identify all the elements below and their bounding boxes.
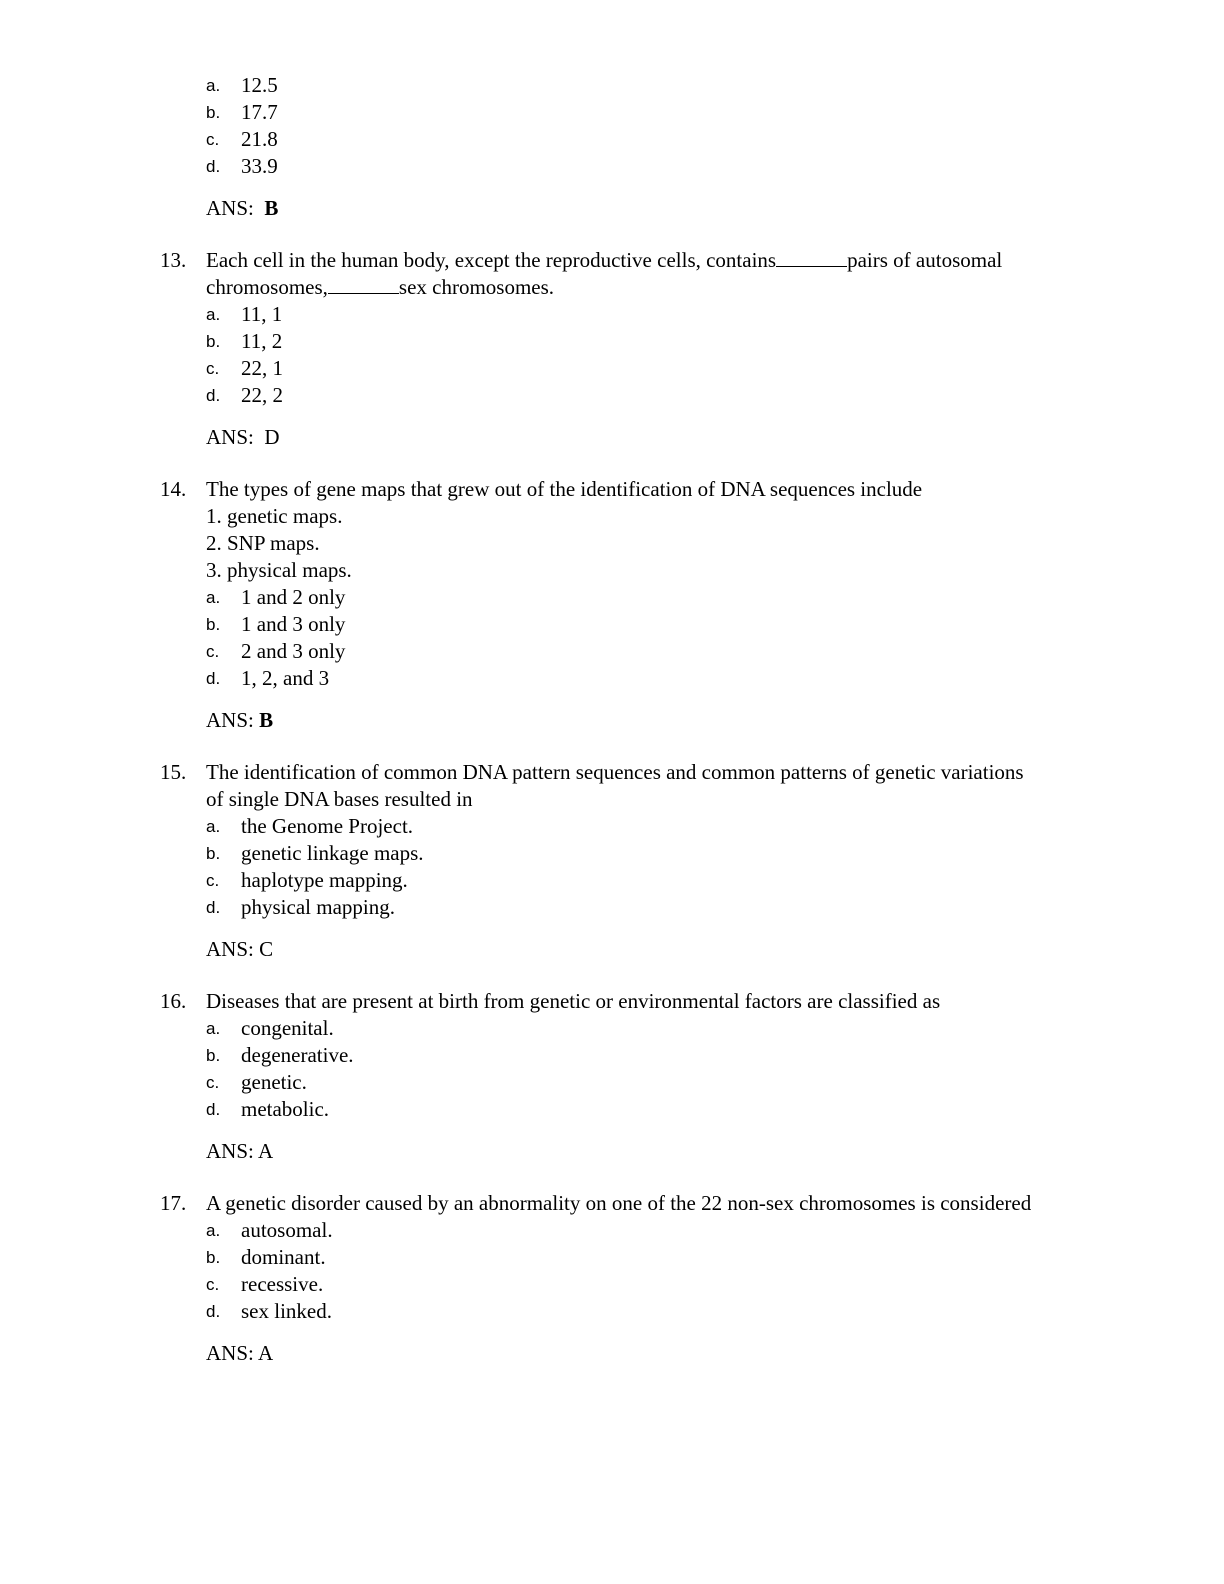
answer-value: B [264,196,279,220]
answer-line [206,195,1224,222]
question-stem: The identification of common DNA pattern sequences and common patterns of genetic variations of single DNA bases resulted in [206,760,1024,811]
option-d [0,1298,1224,1325]
option-letter: a. [206,76,221,95]
answer-label: ANS: [206,937,254,961]
list-item: 2. SNP maps. [206,531,320,555]
option-text: haplotype mapping. [241,868,408,892]
option-text: congenital. [241,1016,334,1040]
option-c [0,126,1224,153]
option-c [0,867,1224,894]
option-a [0,72,1224,99]
answer-label: ANS: [206,1341,254,1365]
option-text: 22, 1 [241,356,283,380]
option-letter: a. [206,1221,221,1240]
option-text: 11, 1 [241,302,283,326]
option-text: 2 and 3 only [241,639,346,663]
option-b [0,1042,1224,1069]
option-letter: d. [206,1302,221,1321]
option-text: the Genome Project. [241,814,414,838]
option-text: 1, 2, and 3 [241,666,330,690]
option-text: recessive. [241,1272,324,1296]
option-d [0,1096,1224,1123]
question-stem: Diseases that are present at birth from genetic or environmental factors are classified as [206,989,941,1013]
question-17 [0,1190,1224,1367]
question-number: 17. [160,1191,187,1215]
answer-line [206,936,1224,963]
stem-part-1: Each cell in the human body, except the reproductive cells, contains [206,248,777,272]
answer-value: C [259,937,274,961]
option-letter: c. [206,871,220,890]
option-letter: d. [206,669,221,688]
answer-value: A [257,1341,274,1365]
question-15 [0,759,1224,963]
option-text: autosomal. [241,1218,333,1242]
option-letter: a. [206,1019,221,1038]
option-letter: a. [206,588,221,607]
option-a [0,1217,1224,1244]
list-item: 3. physical maps. [206,558,352,582]
option-letter: b. [206,615,221,634]
option-letter: c. [206,642,220,661]
option-letter: c. [206,1073,220,1092]
question-stem [206,247,1104,301]
option-letter: d. [206,157,221,176]
answer-value: A [257,1139,274,1163]
option-c [0,1271,1224,1298]
question-16 [0,988,1224,1165]
option-letter: d. [206,1100,221,1119]
option-b [0,840,1224,867]
option-letter: c. [206,1275,220,1294]
option-text: dominant. [241,1245,326,1269]
answer-label: ANS: [206,196,254,220]
option-d [0,894,1224,921]
answer-line [206,707,1224,734]
question-stem: The types of gene maps that grew out of the identification of DNA sequences include [206,477,923,501]
stem-part-3: sex chromosomes. [398,275,555,299]
option-letter: b. [206,103,221,122]
option-text: degenerative. [241,1043,354,1067]
answer-label: ANS: [206,425,254,449]
question-number: 14. [160,477,187,501]
option-a [0,301,1224,328]
question-14 [0,476,1224,734]
option-text: 11, 2 [241,329,283,353]
answer-value: D [264,425,280,449]
question-number: 15. [160,760,187,784]
question-number: 16. [160,989,187,1013]
option-b [0,328,1224,355]
option-letter: a. [206,305,221,324]
option-text: 22, 2 [241,383,283,407]
answer-line [206,1138,1224,1165]
stem-part-2: pairs of autosomal chromosomes, [206,248,1003,299]
answer-blank [328,274,399,294]
question-number: 13. [160,248,187,272]
option-text: genetic. [241,1070,307,1094]
option-b [0,1244,1224,1271]
option-text: 12.5 [241,73,278,97]
answer-value: B [259,708,274,732]
document-page [0,72,1224,1367]
option-a [0,1015,1224,1042]
option-d [0,382,1224,409]
option-text: 33.9 [241,154,278,178]
option-letter: b. [206,1046,221,1065]
question-stem: A genetic disorder caused by an abnormality on one of the 22 non-sex chromosomes is considered [206,1191,1032,1215]
answer-line [206,1340,1224,1367]
option-letter: c. [206,130,220,149]
option-letter: b. [206,844,221,863]
option-c [0,1069,1224,1096]
option-text: 21.8 [241,127,278,151]
option-b [0,99,1224,126]
option-letter: b. [206,332,221,351]
option-d [0,665,1224,692]
option-text: 1 and 2 only [241,585,346,609]
option-c [0,355,1224,382]
option-text: 1 and 3 only [241,612,346,636]
option-b [0,611,1224,638]
answer-line [206,424,1224,451]
question-12 [0,72,1224,222]
option-c [0,638,1224,665]
option-letter: a. [206,817,221,836]
option-text: 17.7 [241,100,278,124]
option-a [0,584,1224,611]
option-letter: d. [206,898,221,917]
option-text: physical mapping. [241,895,395,919]
option-letter: b. [206,1248,221,1267]
answer-blank [776,247,847,267]
option-letter: c. [206,359,220,378]
option-text: metabolic. [241,1097,330,1121]
option-a [0,813,1224,840]
option-d [0,153,1224,180]
option-text: sex linked. [241,1299,332,1323]
list-item: 1. genetic maps. [206,504,343,528]
answer-label: ANS: [206,1139,254,1163]
answer-label: ANS: [206,708,254,732]
option-letter: d. [206,386,221,405]
question-13 [0,247,1224,451]
option-text: genetic linkage maps. [241,841,424,865]
